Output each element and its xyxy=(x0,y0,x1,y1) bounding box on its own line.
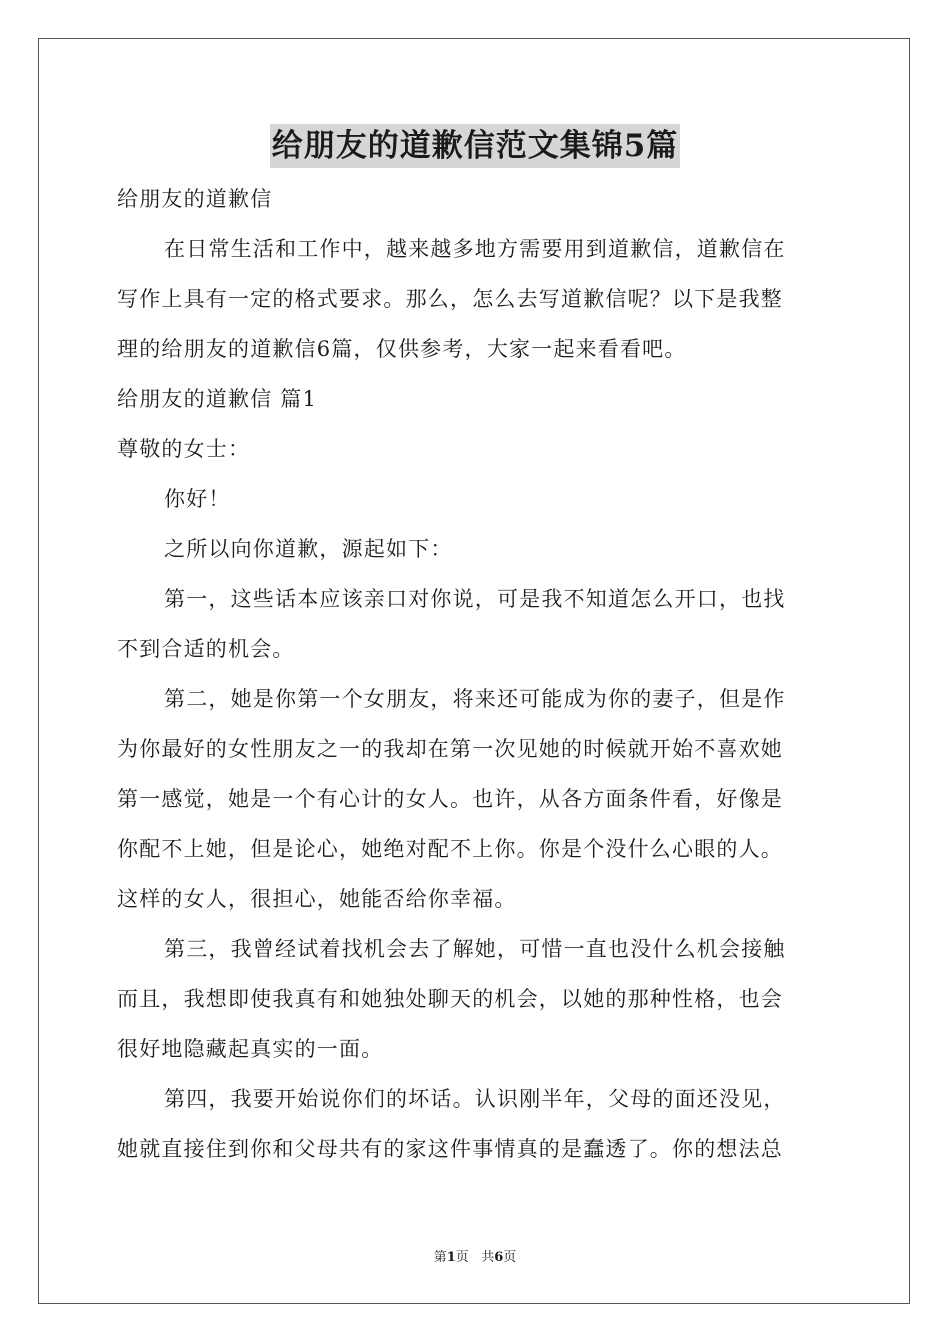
paragraph-line: 第二，她是你第一个女朋友，将来还可能成为你的妻子，但是作 xyxy=(164,687,786,711)
paragraph-line: 第四，我要开始说你们的坏话。认识刚半年，父母的面还没见， xyxy=(164,1087,786,1111)
paragraph-line: 而且，我想即使我真有和她独处聊天的机会，以她的那种性格，也会 xyxy=(117,987,783,1011)
paragraph-line: 第三，我曾经试着找机会去了解她，可惜一直也没什么机会接触 xyxy=(164,937,786,961)
page-frame xyxy=(38,38,910,1304)
page-suffix: 页 xyxy=(455,1250,469,1265)
title-wrap xyxy=(0,124,950,168)
paragraph-line: 你配不上她，但是论心，她绝对配不上你。你是个没什么心眼的人。 xyxy=(117,837,783,861)
total-prefix: 共 xyxy=(481,1250,495,1265)
document-title: 给朋友的道歉信范文集锦5篇 xyxy=(270,124,681,168)
paragraph-line: 这样的女人，很担心，她能否给你幸福。 xyxy=(117,887,517,911)
paragraph-line: 她就直接住到你和父母共有的家这件事情真的是蠢透了。你的想法总 xyxy=(117,1137,783,1161)
subtitle-line: 给朋友的道歉信 xyxy=(117,187,273,211)
paragraph-line: 理的给朋友的道歉信6篇，仅供参考，大家一起来看看吧。 xyxy=(117,337,687,361)
paragraph-line: 第一感觉，她是一个有心计的女人。也许，从各方面条件看，好像是 xyxy=(117,787,783,811)
paragraph-line: 很好地隐藏起真实的一面。 xyxy=(117,1037,384,1061)
paragraph-line: 不到合适的机会。 xyxy=(117,637,295,661)
section-heading: 给朋友的道歉信 篇1 xyxy=(117,387,318,411)
paragraph-line: 之所以向你道歉，源起如下： xyxy=(164,537,453,561)
page-footer xyxy=(0,1246,950,1265)
page-prefix: 第 xyxy=(433,1250,447,1265)
salutation: 尊敬的女士： xyxy=(117,437,251,461)
paragraph-line: 为你最好的女性朋友之一的我却在第一次见她的时候就开始不喜欢她 xyxy=(117,737,783,761)
page-number: 1 xyxy=(446,1250,456,1265)
greeting: 你好！ xyxy=(164,487,231,511)
total-suffix: 页 xyxy=(503,1250,517,1265)
paragraph-line: 第一，这些话本应该亲口对你说，可是我不知道怎么开口，也找 xyxy=(164,587,786,611)
paragraph-line: 写作上具有一定的格式要求。那么，怎么去写道歉信呢？以下是我整 xyxy=(117,287,783,311)
total-pages: 6 xyxy=(494,1250,504,1265)
paragraph-line: 在日常生活和工作中，越来越多地方需要用到道歉信，道歉信在 xyxy=(164,237,786,261)
